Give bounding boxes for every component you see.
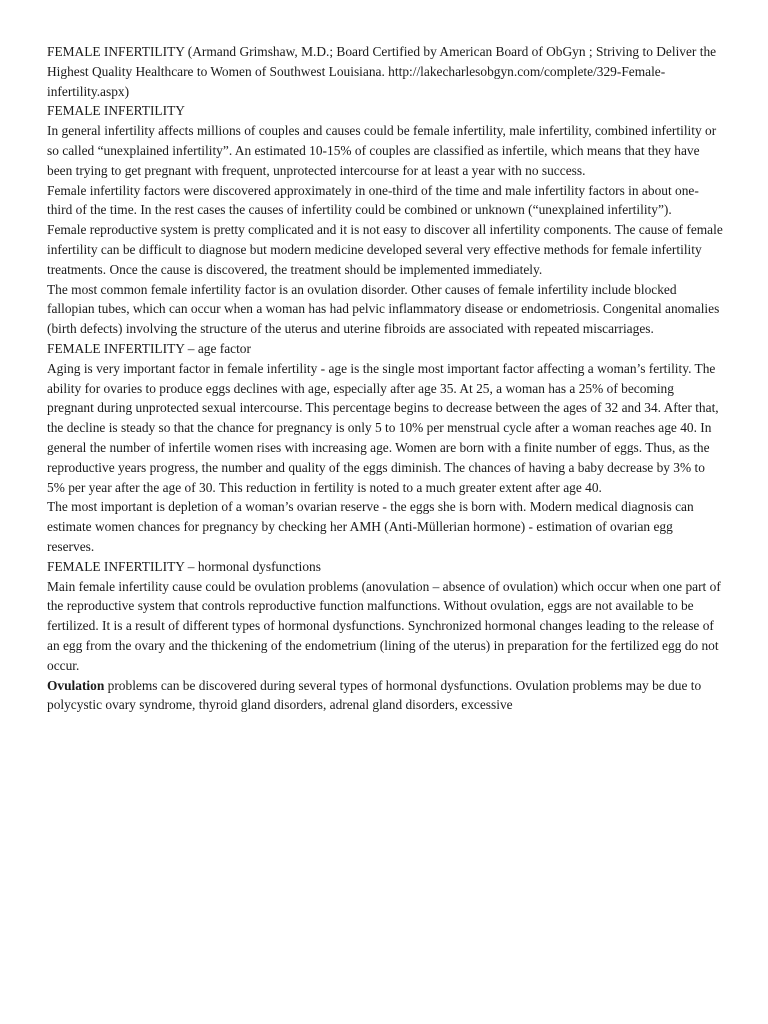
paragraph-6: The most important is depletion of a woman’s ovarian reserve - the eggs she is born with. Modern medical diagnosis can estimate women chances for pregnancy by checking her AMH (Anti-Müllerian hormone) - estimation of ovarian egg reserves.	[47, 499, 694, 554]
paragraph-8-text: problems can be discovered during several types of hormonal dysfunctions. Ovulation problems may be due to polycystic ovary syndrome, thyroid gland disorders, adrenal gland disorders, excessive	[47, 677, 702, 713]
paragraph-2: Female infertility factors were discovered approximately in one-third of the time and male infertility factors in about one-third of the time. In the rest cases the causes of infertility could be combined or unknown (“unexplained infertility”).	[47, 182, 699, 218]
section-title-age-factor: FEMALE INFERTILITY – age factor	[47, 340, 251, 356]
paragraph-1: In general infertility affects millions of couples and causes could be female infertility, male infertility, combined infertility or so called “unexplained infertility”. An estimated 10-15% of couples are classified as infertile, which means that they have been trying to get pregnant with frequent, unprotected intercourse for at least a year with no success.	[47, 123, 717, 178]
paragraph-7: Main female infertility cause could be ovulation problems (anovulation – absence of ovulation) which occur when one part of the reproductive system that controls reproductive function malfunctions. Without ovulation, eggs are not available to be fertilized. It is a result of different types of hormonal dysfunctions. Synchronized hormonal changes leading to the release of an egg from the ovary and the thickening of the endometrium (lining of the uterus) in preparation for the fertilized egg do not occur.	[47, 578, 721, 673]
section-title-female-infertility: FEMALE INFERTILITY	[47, 103, 185, 119]
paragraph-8	[47, 676, 723, 716]
document-page	[47, 42, 723, 715]
paragraph-3: Female reproductive system is pretty complicated and it is not easy to discover all infertility components. The cause of female infertility can be difficult to diagnose but modern medicine developed several very effective methods for female infertility treatments. Once the cause is discovered, the treatment should be implemented immediately.	[47, 222, 723, 277]
ovulation-term: Ovulation	[47, 677, 105, 693]
paragraph-4: The most common female infertility factor is an ovulation disorder. Other causes of female infertility include blocked fallopian tubes, which can occur when a woman has had pelvic inflammatory disease or endometriosis. Congenital anomalies (birth defects) involving the structure of the uterus and uterine fibroids are associated with repeated miscarriages.	[47, 281, 720, 337]
document-header: FEMALE INFERTILITY (Armand Grimshaw, M.D.; Board Certified by American Board of ObGyn ; Striving to Deliver the Highest Quality Healthcare to Women of Southwest Louisiana. http://lakecharlesobgyn.com/complete/329-Female-infertility.aspx)	[47, 44, 717, 99]
paragraph-5: Aging is very important factor in female infertility - age is the single most important factor affecting a woman’s fertility. The ability for ovaries to produce eggs declines with age, especially after age 35. At 25, a woman has a 25% of becoming pregnant during unprotected sexual intercourse. This percentage begins to decrease between the ages of 32 and 34. After that, the decline is steady so that the chance for pregnancy is only 5 to 10% per menstrual cycle after a woman reaches age 40. In general the number of infertile women rises with increasing age. Women are born with a finite number of eggs. Thus, as the reproductive years progress, the number and quality of the eggs diminish. The chances of having a baby decrease by 3% to 5% per year after the age of 30. This reduction in fertility is noted to a much greater extent after age 40.	[47, 360, 719, 495]
section-title-hormonal-dysfunctions: FEMALE INFERTILITY – hormonal dysfunctions	[47, 558, 321, 574]
